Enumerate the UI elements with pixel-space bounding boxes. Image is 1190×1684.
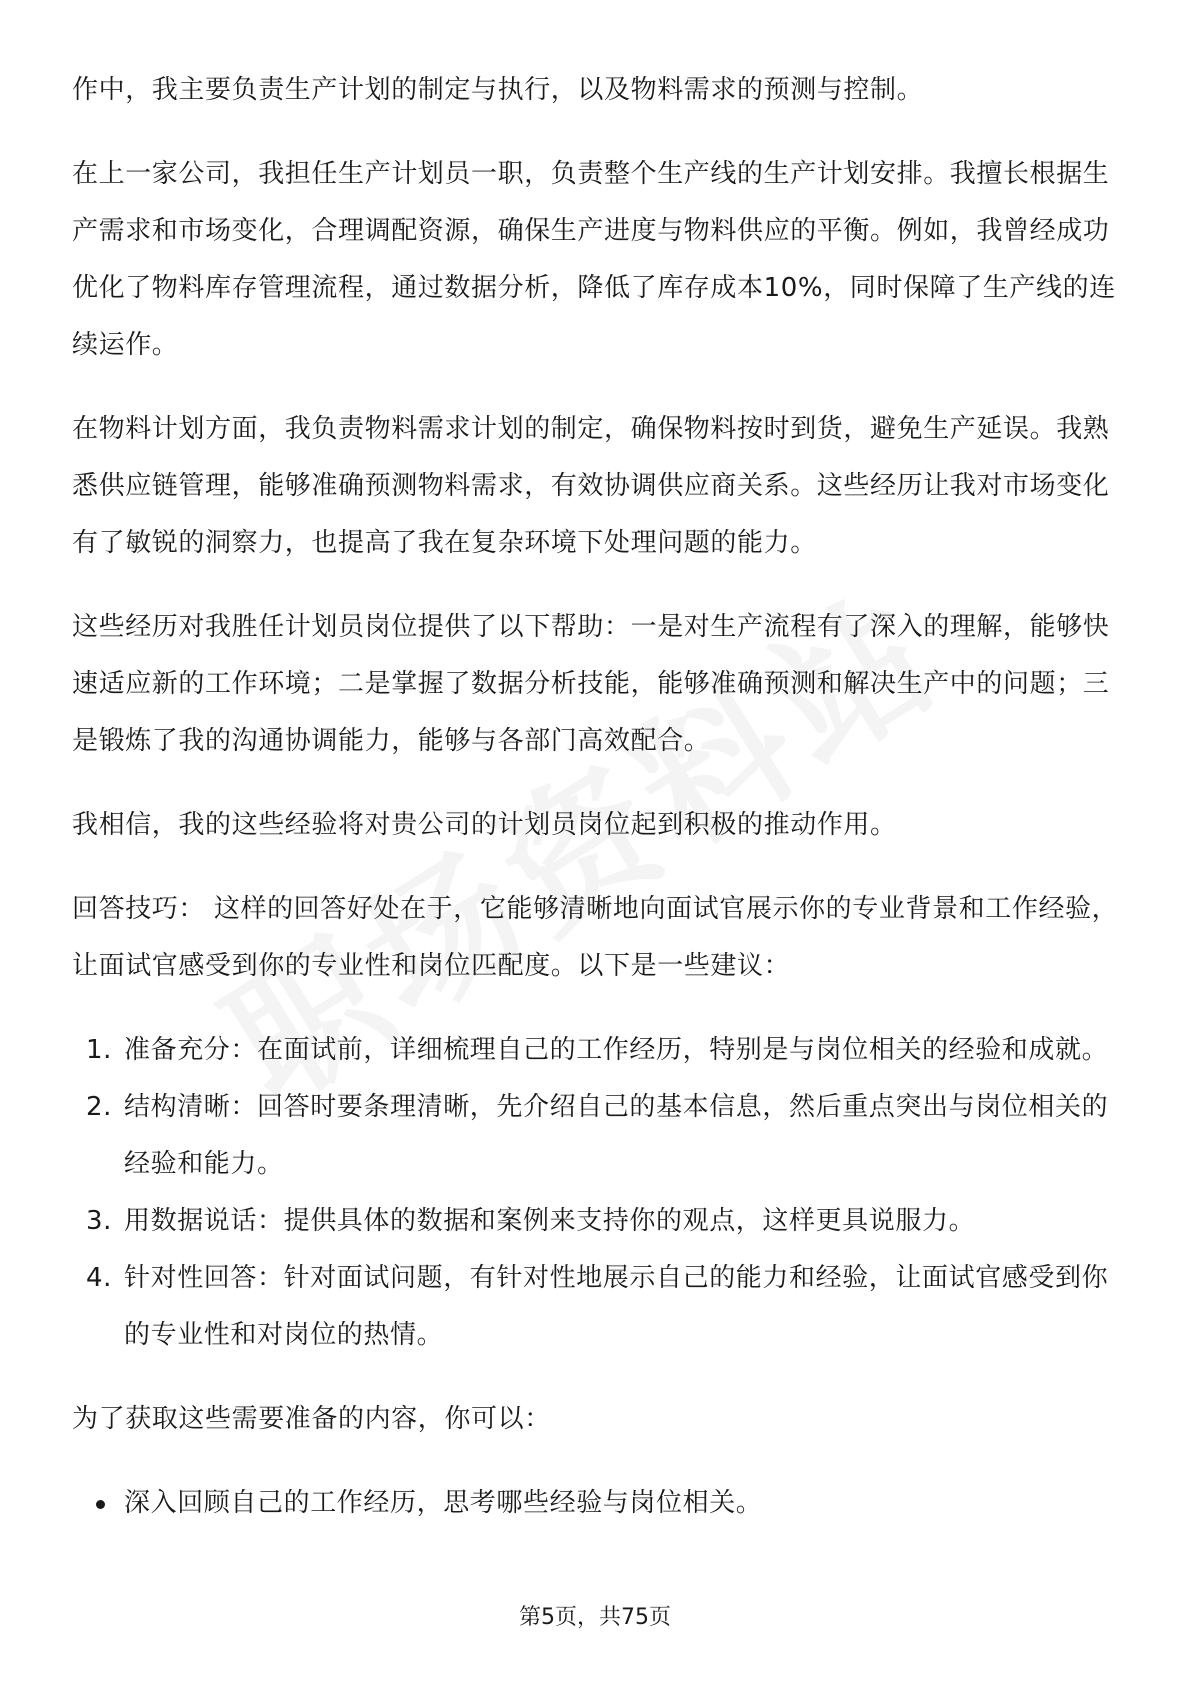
list-item-number: 2. bbox=[86, 1092, 113, 1122]
paragraph-intro-continuation: 作中，我主要负责生产计划的制定与执行，以及物料需求的预测与控制。 bbox=[72, 75, 924, 105]
paragraph-answer-tips: 回答技巧： 这样的回答好处在于，它能够清晰地向面试官展示你的专业背景和工作经验，让面试官感受到你的专业性和岗位匹配度。以下是一些建议： bbox=[72, 894, 1119, 981]
list-item-text: 准备充分：在面试前，详细梳理自己的工作经历，特别是与岗位相关的经验和成就。 bbox=[124, 1035, 1109, 1065]
paragraph-preparation: 为了获取这些需要准备的内容，你可以： bbox=[72, 1404, 551, 1434]
document-body bbox=[72, 62, 1122, 1532]
tips-list bbox=[72, 1022, 1122, 1364]
list-item-number: 3. bbox=[86, 1206, 113, 1236]
list-item bbox=[72, 1079, 1122, 1193]
paragraph-help-summary: 这些经历对我胜任计划员岗位提供了以下帮助：一是对生产流程有了深入的理解，能够快速适应新的工作环境；二是掌握了数据分析技能，能够准确预测和解决生产中的问题；三是锻炼了我的沟通协调能力，能够与各部门高效配合。 bbox=[72, 612, 1110, 756]
list-item-text: 用数据说话：提供具体的数据和案例来支持你的观点，这样更具说服力。 bbox=[124, 1206, 976, 1236]
list-item bbox=[72, 1250, 1122, 1364]
list-item bbox=[72, 1193, 1122, 1250]
preparation-bullet-list bbox=[72, 1475, 1122, 1532]
bullet-dot-icon bbox=[96, 1500, 105, 1509]
list-item-text: 针对性回答：针对面试问题，有针对性地展示自己的能力和经验，让面试官感受到你的专业性和对岗位的热情。 bbox=[124, 1263, 1109, 1350]
list-item bbox=[72, 1022, 1122, 1079]
paragraph-previous-company: 在上一家公司，我担任生产计划员一职，负责整个生产线的生产计划安排。我擅长根据生产需求和市场变化，合理调配资源，确保生产进度与物料供应的平衡。例如，我曾经成功优化了物料库存管理流程，通过数据分析，降低了库存成本10%，同时保障了生产线的连续运作。 bbox=[72, 159, 1116, 360]
bullet-item bbox=[72, 1475, 1122, 1532]
list-item-text: 结构清晰：回答时要条理清晰，先介绍自己的基本信息，然后重点突出与岗位相关的经验和能力。 bbox=[124, 1092, 1109, 1179]
page-number-footer: 第5页，共75页 bbox=[519, 1605, 671, 1630]
paragraph-material-planning: 在物料计划方面，我负责物料需求计划的制定，确保物料按时到货，避免生产延误。我熟悉供应链管理，能够准确预测物料需求，有效协调供应商关系。这些经历让我对市场变化有了敏锐的洞察力，也提高了我在复杂环境下处理问题的能力。 bbox=[72, 414, 1110, 558]
bullet-item-text: 深入回顾自己的工作经历，思考哪些经验与岗位相关。 bbox=[124, 1488, 763, 1518]
paragraph-conclusion: 我相信，我的这些经验将对贵公司的计划员岗位起到积极的推动作用。 bbox=[72, 810, 897, 840]
list-item-number: 4. bbox=[86, 1263, 113, 1293]
list-item-number: 1. bbox=[86, 1035, 113, 1065]
